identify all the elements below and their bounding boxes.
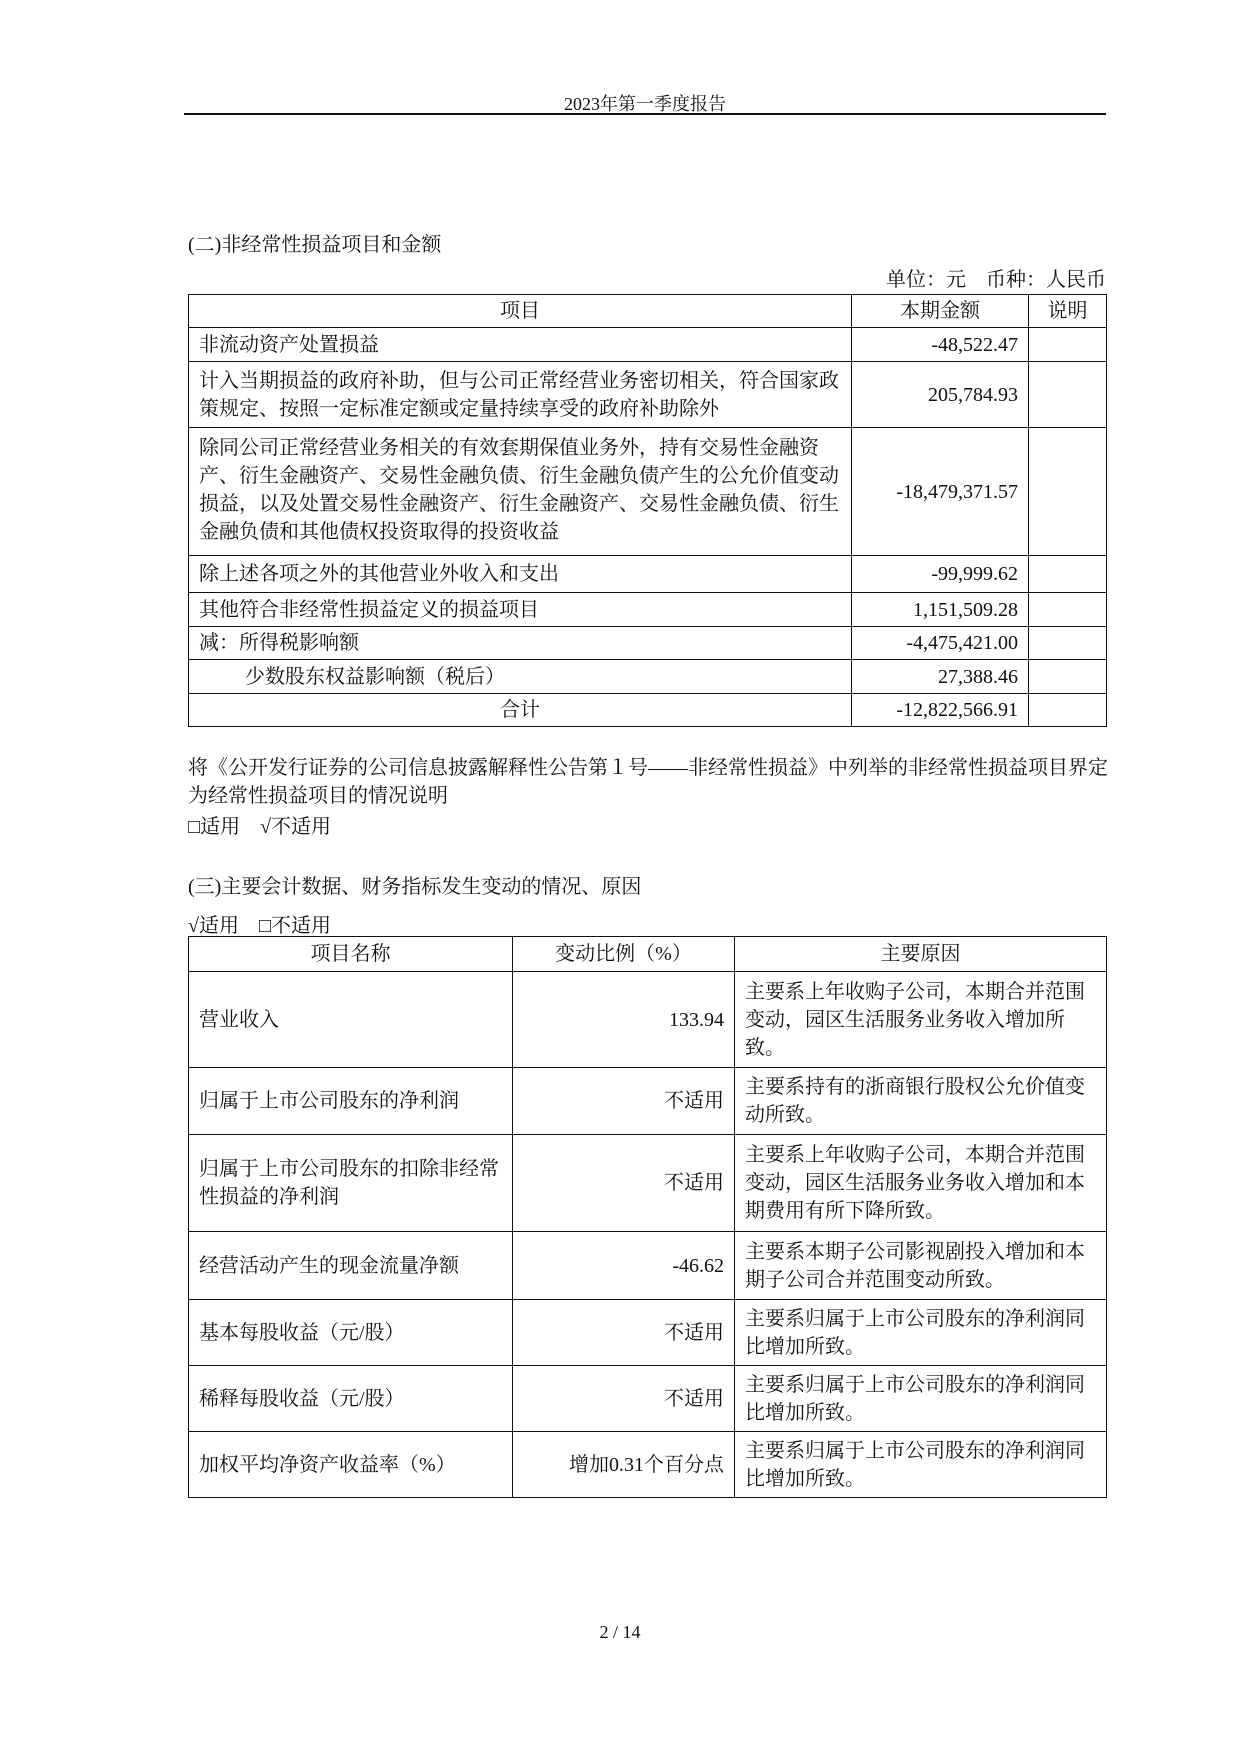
item-cell: 基本每股收益（元/股） (189, 1300, 513, 1366)
table-row (189, 660, 1107, 694)
column-header: 项目 (189, 295, 852, 328)
amount-cell: 27,388.46 (852, 660, 1029, 694)
note-cell (1029, 362, 1107, 428)
amount-cell: -18,479,371.57 (852, 428, 1029, 556)
table-row (189, 1300, 1107, 1366)
table-header-row (189, 295, 1107, 328)
column-header: 本期金额 (852, 295, 1029, 328)
column-header: 说明 (1029, 295, 1107, 328)
note-cell (1029, 556, 1107, 593)
page-number: 2 / 14 (599, 1622, 641, 1642)
table-row (189, 1366, 1107, 1432)
amount-cell: 205,784.93 (852, 362, 1029, 428)
column-header: 主要原因 (735, 937, 1107, 972)
item-cell: 加权平均净资产收益率（%） (189, 1432, 513, 1498)
table-row (189, 972, 1107, 1068)
reason-cell: 主要系本期子公司影视剧投入增加和本期子公司合并范围变动所致。 (735, 1232, 1107, 1300)
table-row (189, 556, 1107, 593)
item-cell: 少数股东权益影响额（税后） (189, 660, 852, 694)
item-cell: 除上述各项之外的其他营业外收入和支出 (189, 556, 852, 593)
item-cell: 归属于上市公司股东的净利润 (189, 1068, 513, 1135)
applicable-checkbox-status: □适用 √不适用 (188, 816, 332, 838)
section3-title: (三)主要会计数据、财务指标发生变动的情况、原因 (188, 876, 642, 898)
ratio-cell: 不适用 (513, 1366, 735, 1432)
reclassification-explanation: 将《公开发行证券的公司信息披露解释性公告第１号——非经常性损益》中列举的非经常性损益项目界定为经常性损益项目的情况说明 (188, 757, 1108, 807)
page-header-title: 2023年第一季度报告 (564, 94, 726, 114)
total-row (189, 694, 1107, 727)
table-row (189, 1135, 1107, 1232)
ratio-cell: 133.94 (513, 972, 735, 1068)
item-cell: 稀释每股收益（元/股） (189, 1366, 513, 1432)
section2-title: (二)非经常性损益项目和金额 (188, 234, 442, 256)
key-indicator-changes-table (188, 936, 1107, 1498)
amount-cell: 1,151,509.28 (852, 593, 1029, 627)
table-row (189, 1432, 1107, 1498)
reason-cell: 主要系上年收购子公司，本期合并范围变动，园区生活服务业务收入增加所致。 (735, 972, 1107, 1068)
item-cell: 营业收入 (189, 972, 513, 1068)
ratio-cell: -46.62 (513, 1232, 735, 1300)
reason-cell: 主要系上年收购子公司，本期合并范围变动，园区生活服务业务收入增加和本期费用有所下降所致。 (735, 1135, 1107, 1232)
note-cell (1029, 694, 1107, 727)
amount-cell: -4,475,421.00 (852, 627, 1029, 660)
reason-cell: 主要系归属于上市公司股东的净利润同比增加所致。 (735, 1432, 1107, 1498)
amount-cell: -99,999.62 (852, 556, 1029, 593)
item-cell: 非流动资产处置损益 (189, 328, 852, 362)
ratio-cell: 不适用 (513, 1068, 735, 1135)
note-cell (1029, 593, 1107, 627)
note-cell (1029, 660, 1107, 694)
table-row (189, 627, 1107, 660)
table-header-row (189, 937, 1107, 972)
ratio-cell: 增加0.31个百分点 (513, 1432, 735, 1498)
table-row (189, 328, 1107, 362)
ratio-cell: 不适用 (513, 1135, 735, 1232)
reason-cell: 主要系归属于上市公司股东的净利润同比增加所致。 (735, 1366, 1107, 1432)
table-row (189, 1068, 1107, 1135)
reason-cell: 主要系持有的浙商银行股权公允价值变动所致。 (735, 1068, 1107, 1135)
item-cell: 除同公司正常经营业务相关的有效套期保值业务外，持有交易性金融资产、衍生金融资产、交易性金融负债、衍生金融负债产生的公允价值变动损益，以及处置交易性金融资产、衍生金融资产、交易性金融负债、衍生金融负债和其他债权投资取得的投资收益 (189, 428, 852, 556)
header-divider (184, 113, 1106, 115)
column-header: 项目名称 (189, 937, 513, 972)
amount-cell: -12,822,566.91 (852, 694, 1029, 727)
amount-cell: -48,522.47 (852, 328, 1029, 362)
item-cell: 合计 (189, 694, 852, 727)
reason-cell: 主要系归属于上市公司股东的净利润同比增加所致。 (735, 1300, 1107, 1366)
table-row (189, 428, 1107, 556)
unit-label: 单位：元 币种：人民币 (886, 269, 1106, 291)
item-cell: 归属于上市公司股东的扣除非经常性损益的净利润 (189, 1135, 513, 1232)
table-row (189, 1232, 1107, 1300)
ratio-cell: 不适用 (513, 1300, 735, 1366)
item-cell: 经营活动产生的现金流量净额 (189, 1232, 513, 1300)
column-header: 变动比例（%） (513, 937, 735, 972)
note-cell (1029, 627, 1107, 660)
item-cell: 其他符合非经常性损益定义的损益项目 (189, 593, 852, 627)
item-cell: 计入当期损益的政府补助，但与公司正常经营业务密切相关，符合国家政策规定、按照一定标准定额或定量持续享受的政府补助除外 (189, 362, 852, 428)
item-cell: 减：所得税影响额 (189, 627, 852, 660)
table-row (189, 362, 1107, 428)
non-recurring-gains-table (188, 294, 1107, 727)
table-row (189, 593, 1107, 627)
applicable-checkbox-status: √适用 □不适用 (188, 915, 332, 937)
note-cell (1029, 328, 1107, 362)
note-cell (1029, 428, 1107, 556)
